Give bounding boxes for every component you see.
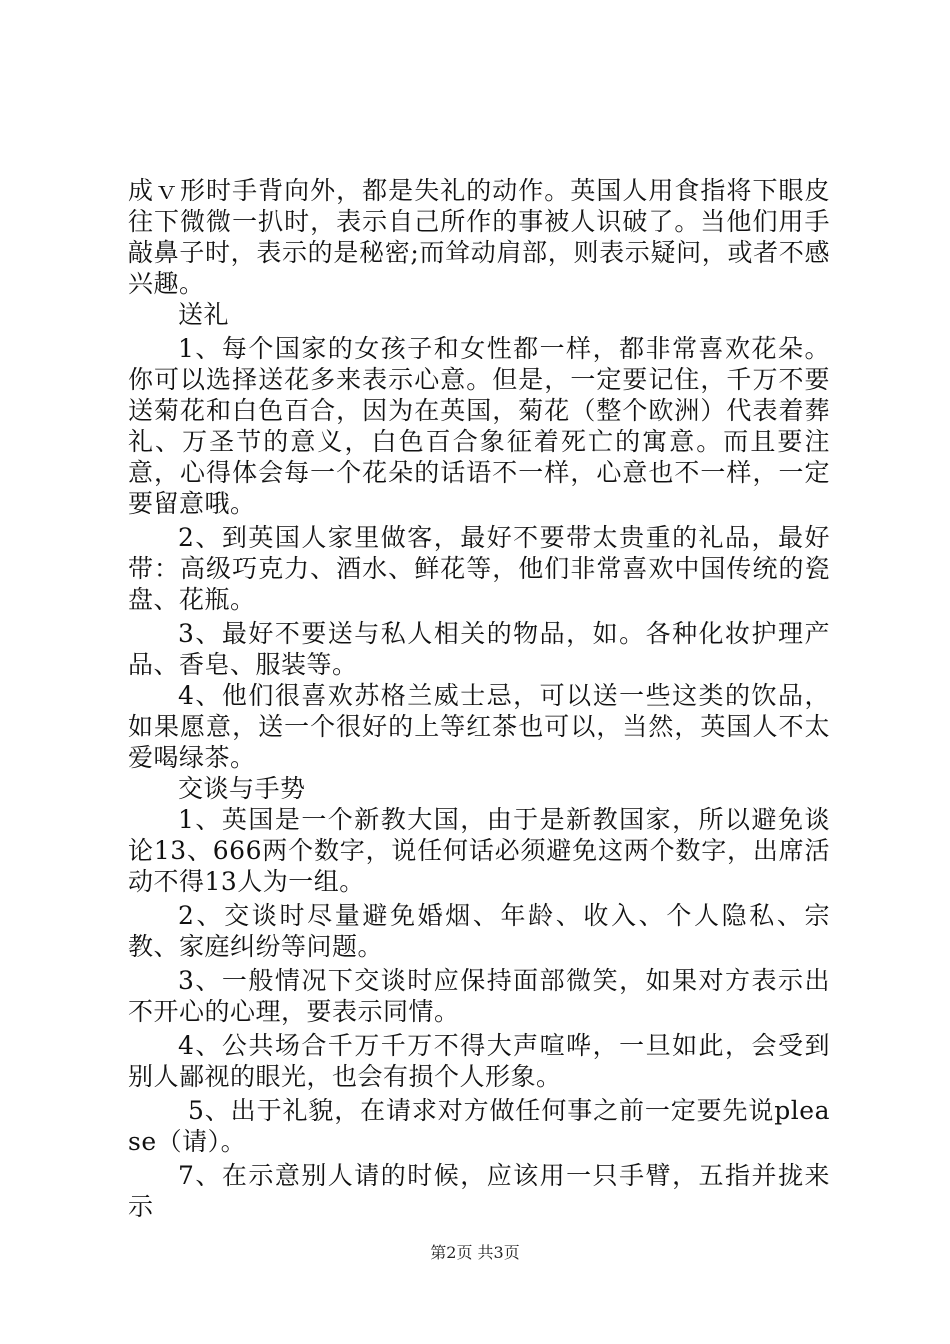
section-heading-gifts: 送礼 [178,300,230,329]
paragraph-conversation-2: 2、交谈时尽量避免婚烟、年龄、收入、个人隐私、宗教、家庭纠纷等问题。 [128,901,830,961]
paragraph-conversation-3: 3、一般情况下交谈时应保持面部微笑，如果对方表示出不开心的心理，要表示同情。 [128,966,830,1026]
paragraph-gift-3: 3、最好不要送与私人相关的物品，如。各种化妆护理产品、香皂、服装等。 [128,619,830,679]
paragraph-gift-1: 1、每个国家的女孩子和女性都一样，都非常喜欢花朵。你可以选择送花多来表示心意。但是，一定要记住，千万不要送菊花和白色百合，因为在英国，菊花（整个欧洲）代表着葬礼、万圣节的意义，白色百合象征着死亡的寓意。而且要注意，心得体会每一个花朵的话语不一样，心意也不一样，一定要留意哦。 [128,334,830,518]
page-number-footer: 第2页 共3页 [430,1243,520,1262]
paragraph-conversation-4: 4、公共场合千万千万不得大声喧哗，一旦如此，会受到别人鄙视的眼光，也会有损个人形象。 [128,1031,830,1091]
section-heading-conversation: 交谈与手势 [178,774,306,803]
paragraph-gift-2: 2、到英国人家里做客，最好不要带太贵重的礼品，最好带：高级巧克力、酒水、鲜花等，他们非常喜欢中国传统的瓷盘、花瓶。 [128,523,830,614]
paragraph-gestures-continued: 成ｖ形时手背向外，都是失礼的动作。英国人用食指将下眼皮往下微微一扒时，表示自己所作的事被人识破了。当他们用手敲鼻子时，表示的是秘密;而耸动肩部，则表示疑问，或者不感兴趣。 [128,176,830,298]
document-body [128,175,830,1222]
paragraph-conversation-7: 7、在示意别人请的时候，应该用一只手臂，五指并拢来示 [128,1161,830,1221]
paragraph-conversation-1: 1、英国是一个新教大国，由于是新教国家，所以避免谈论13、666两个数字，说任何话必须避免这两个数字，出席活动不得13人为一组。 [128,805,830,896]
paragraph-conversation-5: 5、出于礼貌，在请求对方做任何事之前一定要先说please（请）。 [128,1096,830,1156]
paragraph-gift-4: 4、他们很喜欢苏格兰威士忌，可以送一些这类的饮品，如果愿意，送一个很好的上等红茶也可以，当然，英国人不太爱喝绿茶。 [128,681,830,772]
